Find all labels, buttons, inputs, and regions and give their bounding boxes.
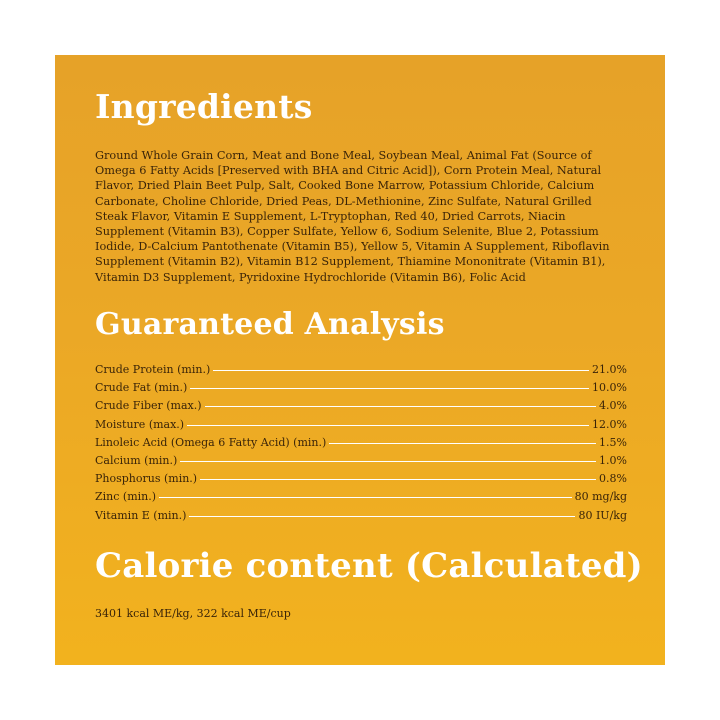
analysis-value: 4.0%	[599, 399, 627, 413]
analysis-value: 1.0%	[599, 453, 627, 467]
analysis-label: Vitamin E (min.)	[95, 508, 187, 522]
analysis-value: 12.0%	[592, 417, 627, 431]
calorie-content-value: 3401 kcal ME/kg, 322 kcal ME/cup	[95, 607, 291, 620]
guaranteed-analysis-heading: Guaranteed Analysis	[95, 307, 445, 342]
calorie-content-heading: Calorie content (Calculated)	[95, 546, 643, 586]
analysis-row-phosphorus	[95, 472, 627, 490]
analysis-label: Zinc (min.)	[95, 490, 157, 504]
leader-line	[205, 406, 597, 407]
leader-line	[189, 516, 575, 517]
analysis-value: 21.0%	[592, 363, 627, 376]
analysis-label: Moisture (max.)	[95, 417, 185, 431]
analysis-row-vitamin-e	[95, 509, 627, 527]
analysis-label: Calcium (min.)	[95, 453, 178, 467]
analysis-label: Crude Fat (min.)	[95, 381, 188, 395]
analysis-row-zinc	[95, 490, 627, 508]
analysis-row-calcium	[95, 454, 627, 472]
analysis-row-linoleic-acid	[95, 436, 627, 454]
leader-line	[180, 461, 596, 462]
analysis-label: Crude Protein (min.)	[95, 363, 211, 376]
leader-line	[187, 425, 589, 426]
analysis-label: Phosphorus (min.)	[95, 472, 198, 486]
analysis-value: 10.0%	[592, 381, 627, 395]
analysis-value: 1.5%	[599, 435, 627, 449]
ingredients-list: Ground Whole Grain Corn, Meat and Bone Meal, Soybean Meal, Animal Fat (Source of Omega 6 Fatty Acids [Preserved with BHA and Citric Acid]), Corn Protein Meal, Natural Flavor, Dried Plain Beet Pulp, Salt, Cooked Bone Marrow, Potassium Chloride, Calcium Carbonate, Choline Chloride, Dried Peas, DL-Methionine, Zinc Sulfate, Natural Grilled Steak Flavor, Vitamin E Supplement, L-Tryptophan, Red 40, Dried Carrots, Niacin Supplement (Vitamin B3), Copper Sulfate, Yellow 6, Sodium Selenite, Blue 2, Potassium Iodide, D-Calcium Pantothenate (Vitamin B5), Yellow 5, Vitamin A Supplement, Riboflavin Supplement (Vitamin B2), Vitamin B12 Supplement, Thiamine Mononitrate (Vitamin B1), Vitamin D3 Supplement, Pyridoxine Hydrochloride (Vitamin B6), Folic Acid	[95, 149, 610, 284]
analysis-row-moisture	[95, 418, 627, 436]
analysis-label: Crude Fiber (max.)	[95, 399, 202, 413]
analysis-row-crude-fat	[95, 381, 627, 399]
analysis-row-crude-fiber	[95, 399, 627, 417]
analysis-value: 80 IU/kg	[578, 508, 627, 522]
analysis-row-crude-protein	[95, 363, 627, 381]
analysis-table	[95, 363, 627, 527]
nutrition-panel	[55, 55, 665, 665]
ingredients-heading: Ingredients	[95, 87, 313, 126]
leader-line	[190, 388, 589, 389]
analysis-label: Linoleic Acid (Omega 6 Fatty Acid) (min.)	[95, 435, 327, 449]
analysis-value: 0.8%	[599, 472, 627, 486]
leader-line	[329, 443, 596, 444]
leader-line	[213, 370, 589, 371]
leader-line	[200, 479, 596, 480]
leader-line	[159, 497, 572, 498]
analysis-value: 80 mg/kg	[574, 490, 627, 504]
